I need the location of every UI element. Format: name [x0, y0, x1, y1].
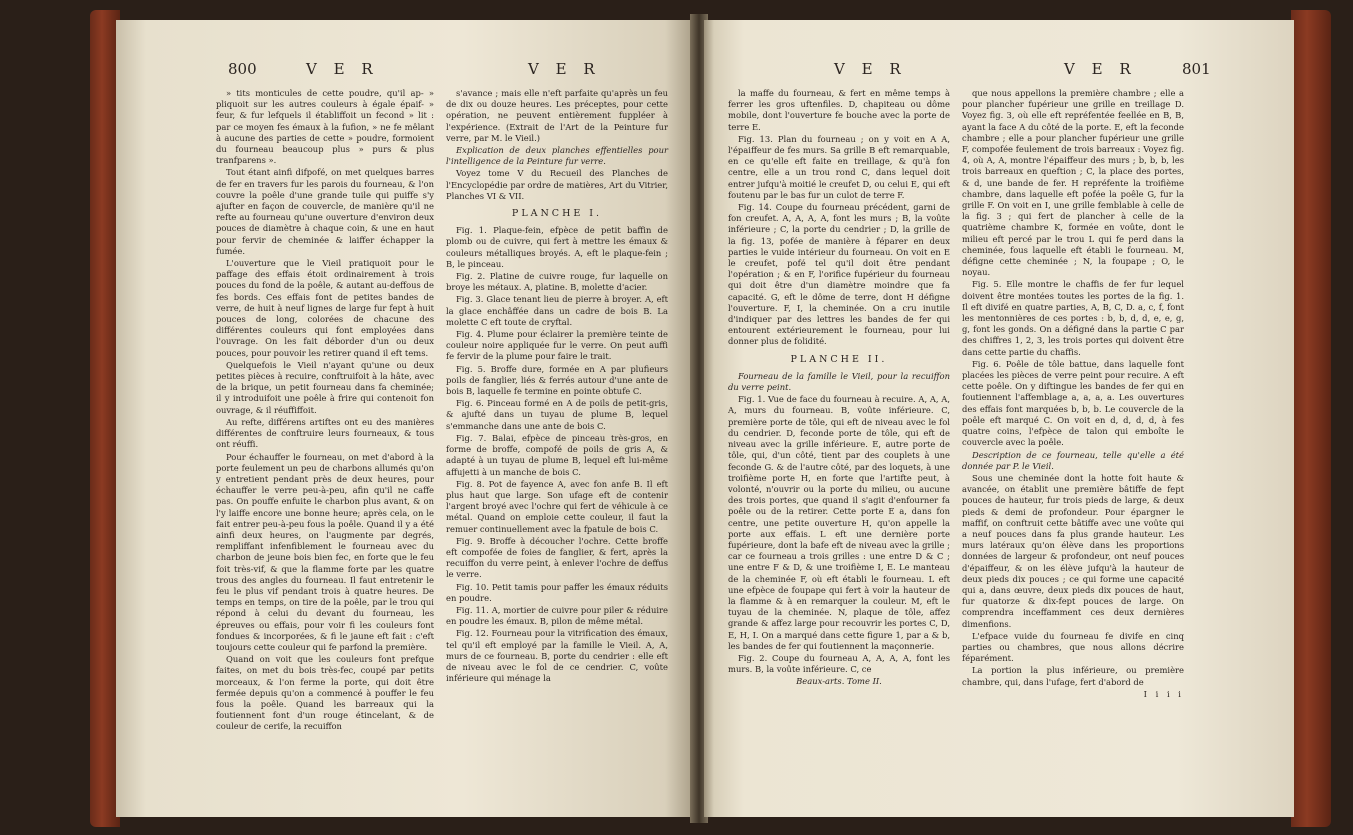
- right-column-2: [962, 88, 1184, 701]
- paragraph: Fig. 1. Vue de face du fourneau à recuire. A, A, A, A, murs du fourneau. B, voûte inférieure. C, première porte de tôle, qui eft de niveau avec le fol du cendrier. D, feconde porte de tôle, qui eft de niveau avec la grille inférieure. E, autre porte de tôle, qui, d'un côté, tient par des couplets à une feconde G. & de l'autre côté, par des loquets, à une troifième porte H, en forte que l'artifte peut, à volonté, n'ouvrir ou la porte du milieu, ou aucune des trois portes, que quand il s'agit d'enfourner fa poêle ou de la retirer. Cette porte E a, dans fon centre, une petite ouverture H, qu'on appelle la porte aux effais. L eft une dernière porte fupérieure, dont la bafe eft de niveau avec la grille ; car ce fourneau a trois grilles : une entre D & C ; une entre F & D, & une troifième I, E. Le manteau de la cheminée F, où eft établi le fourneau. L eft une efpèce de foupape qui fert à voir la hauteur de la flamme & à en remarquer la couleur. M, eft le tuyau de la cheminée. N, plaque de tôle, affez grande & affez large pour recouvrir les portes C, D, E, H, I. On a marqué dans cette figure 1, par a & b, les bandes de fer qui foutiennent la maçonnerie.: [728, 394, 950, 651]
- paragraph: Fig. 11. A, mortier de cuivre pour piler & réduire en poudre les émaux. B, pilon de même métal.: [446, 604, 668, 627]
- signature-mark: I i i i: [1143, 688, 1184, 699]
- paragraph: Fig. 6. Poêle de tôle battue, dans laquelle font placées les pièces de verre peint pour recuire. A eft cette poêle. On y diftingue les bandes de fer qui en foutiennent l'affemblage a, a, a, a. Les ouvertures des effais font marquées b, b, b. Le couvercle de la poêle eft marqué C. On voit en d, d, d, d, à fes quatre coins, l'efpèce de talon qui emboîte le couvercle avec la poêle.: [962, 358, 1184, 448]
- plate-heading: PLANCHE I.: [511, 208, 603, 220]
- right-page: [704, 20, 1294, 817]
- paragraph: L'ouverture que le Vieil pratiquoit pour le paffage des effais étoit ordinairement à trois pouces du fond de la poêle, & autant au-deffous de fes bords. Ces effais font de petites bandes de verre, de huit à neuf lignes de large fur fept à huit pouces de long, colorées de chacune des différentes couleurs qui font employées dans l'ouvrage. On les fait déborder d'un ou deux pouces, pour pouvoir les retirer quand il eft tems.: [216, 258, 434, 358]
- running-head-right-2: V E R: [1064, 60, 1137, 78]
- page-number-left: 800: [228, 60, 257, 78]
- paragraph: Voyez tome V du Recueil des Planches de l'Encyclopédie par ordre de matières, Art du Vitrier, Planches VI & VII.: [446, 168, 668, 201]
- paragraph: Fig. 10. Petit tamis pour paffer les émaux réduits en poudre.: [446, 581, 668, 603]
- paragraph: Tout étant ainfi difpofé, on met quelques barres de fer en travers fur les parois du fourneau, & l'on couvre la poêle d'une grande tuile qui puiffe s'y ajufter en façon de couvercle, de manière qu'il ne refte au fourneau qu'une ouverture d'environ deux pouces de diamètre à chaque coin, & une en haut pour fervir de cheminée & laiffer échapper la fumée.: [216, 167, 434, 256]
- paragraph: Quand on voit que les couleurs font prefque faites, on met du bois très-fec, coupé par petits morceaux, & l'on ferme la porte, qui doit être fermée depuis qu'on a commencé à pouffer le feu fous la poêle. Quand les barreaux qui la foutiennent font d'un rouge étincelant, & de couleur de cerife, la recuiffon: [216, 654, 434, 732]
- left-column-2: [446, 88, 668, 685]
- paragraph: Fig. 13. Plan du fourneau ; on y voit en A A, l'épaiffeur de fes murs. Sa grille B eft remarquable, en ce qu'elle eft faite en treillage, & qu'à fon centre, elle a un trou rond C, dans lequel doit entrer jufqu'à moitié le creufet D, ou celui E, qui eft foutenu par le bas fur un culot de terre F.: [728, 133, 950, 200]
- paragraph: Fig. 4. Plume pour éclairer la première teinte de couleur noire appliquée fur le verre. On peut auffi fe fervir de la plume pour faire le trait.: [446, 329, 668, 362]
- paragraph: Au refte, différens artiftes ont eu des manières différentes de conftruire leurs fourneaux, & tous ont réuffi.: [216, 416, 434, 450]
- paragraph: s'avance ; mais elle n'eft parfaite qu'après un feu de dix ou douze heures. Les préceptes, pour cette opération, ne peuvent entièrement fuppléer à l'expérience. (Extrait de l'Art de la Peinture fur verre, par M. le Vieil.): [446, 88, 668, 143]
- paragraph: Fig. 1. Plaque-fein, efpèce de petit baffin de plomb ou de cuivre, qui fert à mettre les émaux & couleurs métalliques broyés. A, eft le plaque-fein ; B, le pinceau.: [446, 225, 668, 269]
- paragraph: Fig. 9. Broffe à découcher l'ochre. Cette broffe eft compofée de foies de fanglier, & fert, après la recuiffon du verre peint, à enlever l'ochre de deffus le verre.: [446, 535, 668, 580]
- section-heading: Fourneau de la famille le Vieil, pour la recuiffon du verre peint.: [728, 370, 950, 393]
- paragraph: Fig. 14. Coupe du fourneau précédent, garni de fon creufet. A, A, A, A, font les murs ; B, la voûte inférieure ; C, la porte du cendrier ; D, la grille de la fig. 13, pofée de manière à féparer en deux parties le vuide intérieur du fourneau. On voit en E le creufet, pofé tel qu'il doit être pendant l'opération ; & en F, l'orifice fupérieur du fourneau qui doit être d'un diamètre moindre que fa capacité. G, eft le dôme de terre, dont H défigne l'ouverture. F, I, la cheminée. On a cru inutile d'indiquer par des lettres les bandes de fer qui entourent extérieurement le fourneau, pour lui donner plus de folidité.: [728, 202, 950, 347]
- page-number-right: 801: [1182, 60, 1211, 78]
- paragraph: Pour échauffer le fourneau, on met d'abord à la porte feulement un peu de charbons allumés qu'on y entretient pendant près de deux heures, pour échauffer le verre peu-à-peu, afin qu'il ne caffe pas. On pouffe enfuite le charbon plus avant, & on l'y laiffe encore une bonne heure; après cela, on le fait entrer peu-à-peu fous la poêle. Quand il y a été ainfi deux heures, on l'augmente par degrés, rempliffant infenfiblement le fourneau avec du charbon de jeune bois bien fec, en forte que le feu foit très-vif, & que la flamme forte par les quatre trous des angles du fourneau. Il faut entretenir le feu le plus vif pendant trois à quatre heures. De temps en temps, on tire de la poêle, par le trou qui répond à celui du devant du fourneau, les épreuves ou effais, pour voir fi les couleurs font fondues & incorporées, & fi le jaune eft fait : c'eft toujours cette couleur qui fe parfond la première.: [216, 451, 434, 652]
- paragraph: Fig. 2. Coupe du fourneau A, A, A, A, font les murs. B, la voûte inférieure. C, ce: [728, 652, 950, 675]
- paragraph: que nous appellons la première chambre ; elle a pour plancher fupérieur une grille en treillage D. Voyez fig. 3, où elle eft repréfentée feellée en B, B, ayant la face A du côté de la porte. E, eft la feconde chambre ; elle a pour plancher fupérieur une grille F, compofée feulement de trois barreaux : Voyez fig. 4, où A, A, montre l'épaiffeur des murs ; b, b, b, les trois barreaux en queftion ; C, la place des portes, & d, une bande de fer. H repréfente la troifième chambre, dans laquelle eft pofée la poêle G, fur la grille F. On voit en I, une grille femblable à celle de la fig. 3 ; qui fert de plancher à celle de la quatrième chambre K, formée en voûte, dont le milieu eft percé par le trou L qui fe perd dans la cheminée, fous laquelle eft établi le fourneau. M, défigne cette cheminée ; N, la foupape ; O, le noyau.: [962, 88, 1184, 278]
- right-column-1: [728, 88, 950, 689]
- book-cover-right: [1291, 10, 1331, 827]
- volume-footer: Beaux-arts. Tome II.: [796, 676, 882, 687]
- paragraph: L'efpace vuide du fourneau fe divife en cinq parties ou chambres, que nous allons décrire féparément.: [962, 630, 1184, 664]
- paragraph: Quelquefois le Vieil n'ayant qu'une ou deux petites pièces à recuire, conftruifoit à la hâte, avec de la brique, un petit fourneau dans fa cheminée; il y introduifoit une poêle à frire qui contenoit fon ouvrage, & il réuffiffoit.: [216, 359, 434, 415]
- paragraph: » tits monticules de cette poudre, qu'il ap- » pliquoit sur les autres couleurs à égale épaif- » feur, & fur lefquels il établiffoit un fecond » lit : par ce moyen fes émaux à la fufion, » ne fe mêlant à aucune des parties de cette » poudre, formoient du fourneau beaucoup plus » purs & plus tranfparens ».: [216, 88, 434, 166]
- paragraph: Fig. 2. Platine de cuivre rouge, fur laquelle on broye les métaux. A, platine. B, molette d'acier.: [446, 271, 668, 293]
- section-heading: Description de ce fourneau, telle qu'elle a été donnée par P. le Vieil.: [962, 449, 1184, 471]
- left-page: [116, 20, 694, 817]
- paragraph: Sous une cheminée dont la hotte foit haute & avancée, on établit une première bâtiffe de fept pouces de hauteur, fur trois pieds de large, & deux pieds & demi de profondeur. Pour épargner le maffif, on conftruit cette bâtiffe avec une voûte qui a neuf pouces dans fa plus grande hauteur. Les murs latéraux qu'on élève dans les proportions données de largeur & profondeur, ont neuf pouces d'épaiffeur, & on les élève jufqu'à la hauteur de deux pieds dix pouces ; ce qui forme une capacité qui a, dans œuvre, deux pieds dix pouces de haut, fur quatorze & dix-fept pouces de large. On comprendra inceffamment ces deux dernières dimenfions.: [962, 472, 1184, 629]
- left-column-1: [216, 88, 434, 734]
- paragraph: Fig. 5. Elle montre le chaffis de fer fur lequel doivent être montées toutes les portes de la fig. 1. Il eft divifé en quatre parties, A, B, C, D. a, c, f, font les mentonnières de ces portes : b, b, d, d, e, e, g, g, font les gonds. On a défigné dans la partie C par des chiffres 1, 2, 3, les trois portes qui doivent être dans cette partie du chaffis.: [962, 279, 1184, 357]
- paragraph: Fig. 12. Fourneau pour la vitrification des émaux, tel qu'il eft employé par la famille le Vieil. A, A, murs de ce fourneau. B, porte du cendrier : elle eft de niveau avec le fol de ce cendrier. C, voûte inférieure qui ménage la: [446, 628, 668, 684]
- paragraph: la maffe du fourneau, & fert en même temps à ferrer les gros uftenfiles. D, chapiteau ou dôme mobile, dont l'ouverture fe bouche avec la porte de terre E.: [728, 88, 950, 132]
- section-heading: Explication de deux planches effentielles pour l'intelligence de la Peinture fur verre.: [446, 145, 668, 167]
- running-head-right-1: V E R: [834, 60, 907, 78]
- paragraph: Fig. 7. Balai, efpèce de pinceau très-gros, en forme de broffe, compofé de poils de gris A, & adapté à un tuyau de plume B, lequel eft lui-même affujetti à un manche de bois C.: [446, 432, 668, 477]
- paragraph: La portion la plus inférieure, ou première chambre, qui, dans l'ufage, fert d'abord de: [962, 665, 1184, 687]
- paragraph: Fig. 8. Pot de fayence A, avec fon anfe B. Il eft plus haut que large. Son ufage eft de contenir l'argent broyé avec l'ochre qui fert de véhicule à ce métal. Quand on emploie cette couleur, il faut la remuer continuellement avec la fpatule de bois C.: [446, 478, 668, 534]
- paragraph: Fig. 3. Glace tenant lieu de pierre à broyer. A, eft la glace enchâffée dans un cadre de bois B. La molette C eft toute de cryftal.: [446, 294, 668, 327]
- running-head-left-2: V E R: [528, 60, 601, 78]
- paragraph: Fig. 5. Broffe dure, formée en A par plufieurs poils de fanglier, liés & ferrés autour d'une ante de bois B, laquelle fe termine en pointe obtufe C.: [446, 363, 668, 397]
- running-head-left-1: V E R: [306, 60, 379, 78]
- plate-heading: PLANCHE II.: [790, 353, 888, 365]
- paragraph: Fig. 6. Pinceau formé en A de poils de petit-gris, & ajufté dans un tuyau de plume B, lequel s'emmanche dans une ante de bois C.: [446, 398, 668, 431]
